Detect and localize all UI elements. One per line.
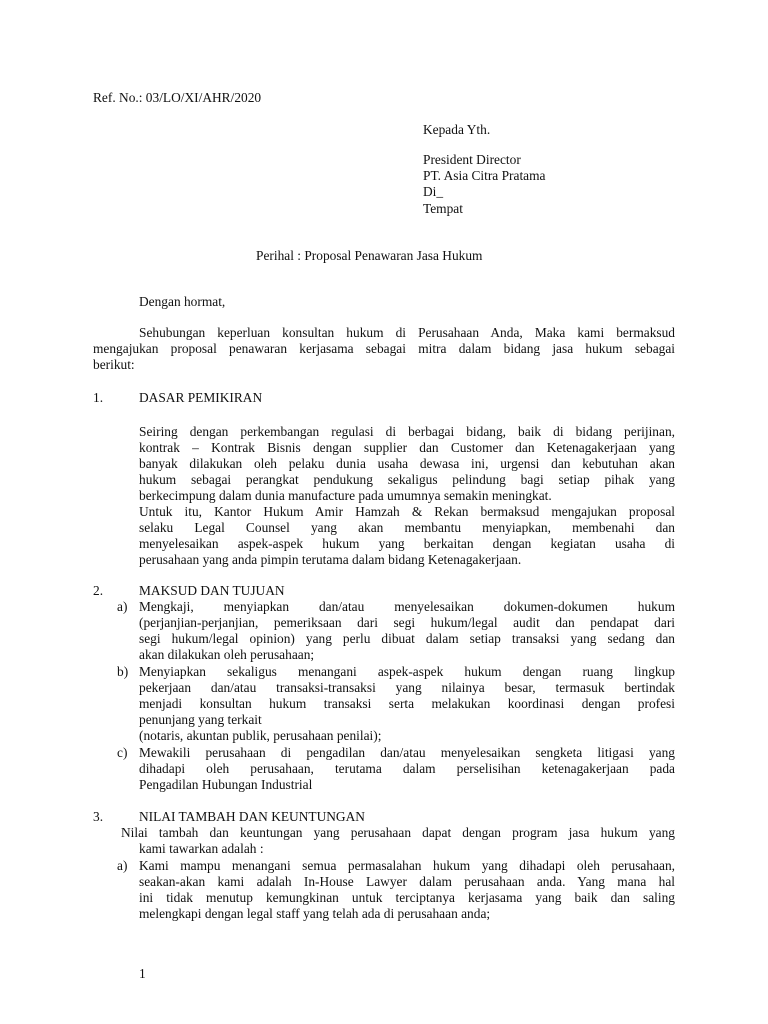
intro-line: berikut: bbox=[93, 357, 135, 372]
paragraph-line: menyelesaikan aspek-aspek hukum yang berkaitan dengan kegiatan usaha di bbox=[139, 536, 675, 551]
paragraph-line: selaku Legal Counsel yang akan membantu menyiapkan, membenahi dan bbox=[139, 520, 675, 535]
paragraph-line: banyak dilakukan oleh pelaku dunia usaha dewasa ini, urgensi dan kebutuhan akan bbox=[139, 456, 675, 471]
section-number: 1. bbox=[93, 390, 104, 405]
list-item-line: Kami mampu menangani semua permasalahan hukum yang dihadapi oleh perusahaan, bbox=[139, 858, 675, 873]
list-item-line: ini tidak menutup kemungkinan untuk terciptanya kerjasama yang baik dan saling bbox=[139, 890, 675, 905]
list-item-line: dihadapi oleh perusahaan, terutama dalam perselisihan ketenagakerjaan pada bbox=[139, 761, 675, 776]
list-item-line: penunjang yang terkait bbox=[139, 712, 262, 727]
list-item-line: Pengadilan Hubungan Industrial bbox=[139, 777, 313, 792]
section-heading: MAKSUD DAN TUJUAN bbox=[139, 583, 285, 598]
list-item-line: pekerjaan dan/atau transaksi-transaksi yang nilainya besar, termasuk bertindak bbox=[139, 680, 675, 695]
paragraph-line: berkecimpung dalam dunia manufacture pada umumnya semakin meningkat. bbox=[139, 488, 552, 503]
recipient-salutation: Kepada Yth. bbox=[423, 122, 491, 137]
page-number: 1 bbox=[139, 966, 146, 981]
paragraph-line: hukum sebagai perangkat pendukung sekaligus pelindung bagi setiap pihak yang bbox=[139, 472, 675, 487]
paragraph-line: kontrak – Kontrak Bisnis dengan supplier dan Customer dan Ketenagakerjaan yang bbox=[139, 440, 675, 455]
list-item-label: a) bbox=[117, 599, 128, 614]
list-item-line: seakan-akan kami adalah In-House Lawyer dalam perusahaan anda. Yang mana hal bbox=[139, 874, 675, 889]
subject-line: Perihal : Proposal Penawaran Jasa Hukum bbox=[256, 248, 483, 263]
intro-line: Sehubungan keperluan konsultan hukum di Perusahaan Anda, Maka kami bermaksud bbox=[139, 325, 675, 340]
section-number: 2. bbox=[93, 583, 104, 598]
recipient-title: President Director bbox=[423, 152, 521, 167]
list-item-line: Menyiapkan sekaligus menangani aspek-aspek hukum dengan ruang lingkup bbox=[139, 664, 675, 679]
list-item-line: Mewakili perusahaan di pengadilan dan/atau menyelesaikan sengketa litigasi yang bbox=[139, 745, 675, 760]
greeting: Dengan hormat, bbox=[139, 294, 226, 309]
section-heading: NILAI TAMBAH DAN KEUNTUNGAN bbox=[139, 809, 365, 824]
section-number: 3. bbox=[93, 809, 104, 824]
list-item-line: (notaris, akuntan publik, perusahaan penilai); bbox=[139, 728, 382, 743]
list-item-line: melengkapi dengan legal staff yang telah ada di perusahaan anda; bbox=[139, 906, 491, 921]
list-item-line: Mengkaji, menyiapkan dan/atau menyelesaikan dokumen-dokumen hukum bbox=[139, 599, 675, 614]
paragraph-line: Untuk itu, Kantor Hukum Amir Hamzah & Rekan bermaksud mengajukan proposal bbox=[139, 504, 675, 519]
list-item-line: segi hukum/legal opinion) yang perlu dibuat dalam setiap transaksi yang sedang dan bbox=[139, 631, 675, 646]
list-item-line: akan dilakukan oleh perusahaan; bbox=[139, 647, 315, 662]
section-intro-line: Nilai tambah dan keuntungan yang perusahaan dapat dengan program jasa hukum yang bbox=[121, 825, 675, 840]
section-intro-line: kami tawarkan adalah : bbox=[139, 841, 264, 856]
list-item-line: (perjanjian-perjanjian, pemeriksaan dari segi hukum/legal audit dan pendapat dari bbox=[139, 615, 675, 630]
list-item-label: c) bbox=[117, 745, 128, 760]
paragraph-line: Seiring dengan perkembangan regulasi di berbagai bidang, baik di bidang perijinan, bbox=[139, 424, 675, 439]
recipient-company: PT. Asia Citra Pratama bbox=[423, 168, 546, 183]
reference-number: Ref. No.: 03/LO/XI/AHR/2020 bbox=[93, 90, 262, 105]
list-item-line: menjadi konsultan hukum transaksi serta melakukan koordinasi dengan profesi bbox=[139, 696, 675, 711]
list-item-label: a) bbox=[117, 858, 128, 873]
section-heading: DASAR PEMIKIRAN bbox=[139, 390, 263, 405]
recipient-at: Di_ bbox=[423, 184, 444, 199]
paragraph-line: perusahaan yang anda pimpin terutama dalam bidang Ketenagakerjaan. bbox=[139, 552, 522, 567]
list-item-label: b) bbox=[117, 664, 129, 679]
recipient-place: Tempat bbox=[423, 201, 463, 216]
intro-line: mengajukan proposal penawaran kerjasama sebagai mitra dalam bidang jasa hukum sebagai bbox=[93, 341, 675, 356]
